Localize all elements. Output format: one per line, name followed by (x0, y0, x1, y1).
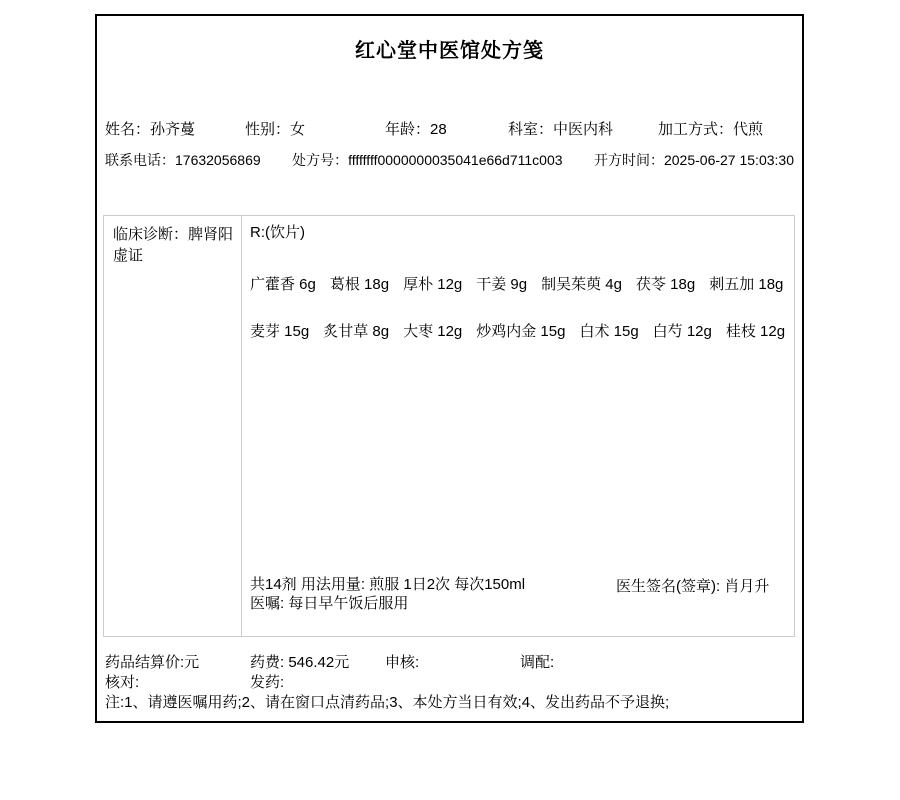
usage-block (250, 575, 525, 613)
patient-age-value: 28 (430, 121, 447, 138)
issue-time-label: 开方时间： (593, 152, 664, 168)
medicine-fee (250, 651, 349, 672)
patient-phone (105, 150, 261, 170)
medicine-item: 茯苓 18g (635, 276, 696, 293)
issue-time-value: 2025-06-27 15:03:30 (663, 152, 794, 168)
medicine-fee-value: 546.42元 (288, 654, 350, 671)
medicine-item: 桂枝 12g (725, 323, 786, 340)
patient-gender-value: 女 (290, 121, 306, 138)
medicine-line (250, 323, 786, 341)
clinical-diagnosis (104, 216, 242, 636)
processing-method (658, 118, 763, 139)
medicine-item: 炒鸡内金 15g (476, 323, 566, 340)
medicine-lines (250, 276, 786, 341)
medicine-item: 葛根 18g (329, 276, 390, 293)
advice-line: 医嘱: 每日早午饭后服用 (250, 595, 409, 612)
patient-department (508, 118, 613, 139)
rx-number-value: ffffffff0000000035041e66d711c003 (348, 152, 563, 168)
patient-phone-value: 17632056869 (175, 152, 261, 168)
page-title: 红心堂中医馆处方笺 (355, 40, 544, 62)
diagnosis-value: 脾肾阳虚证 (113, 226, 234, 264)
patient-department-label: 科室： (508, 121, 554, 138)
dispense-field: 发药: (250, 674, 285, 691)
medicine-item: 制吴茱萸 4g (541, 276, 622, 293)
doctor-signature-value: 肖月升 (724, 578, 770, 595)
patient-gender-label: 性别： (245, 121, 291, 138)
footer-notes: 注:1、请遵医嘱用药;2、请在窗口点清药品;3、本处方当日有效;4、发出药品不予退换; (105, 694, 670, 711)
medicine-item: 白芍 12g (652, 323, 712, 340)
patient-department-value: 中医内科 (553, 121, 614, 138)
prescription-sheet (95, 14, 804, 723)
medicine-item: 刺五加 18g (709, 276, 784, 293)
medicine-fee-label: 药费: (250, 654, 289, 671)
diagnosis-label: 临床诊断： (113, 226, 189, 243)
patient-name-label: 姓名： (105, 121, 151, 138)
patient-name (105, 118, 195, 139)
compound-field: 调配: (520, 654, 555, 671)
medicine-item: 厚朴 12g (403, 276, 463, 293)
medicine-item: 广藿香 6g (250, 276, 316, 293)
rx-header: R:(饮片) (250, 224, 305, 241)
patient-info-row-2 (105, 150, 794, 170)
patient-gender (245, 118, 305, 139)
medicine-item: 大枣 12g (403, 323, 463, 340)
rx-number-label: 处方号： (292, 152, 349, 168)
patient-phone-label: 联系电话： (105, 152, 175, 168)
usage-line: 共14剂 用法用量: 煎服 1日2次 每次150ml (250, 576, 526, 593)
doctor-signature (616, 575, 769, 596)
medicine-item: 麦芽 15g (250, 323, 310, 340)
rx-content-cell (242, 216, 794, 636)
issue-time (594, 150, 794, 170)
medicine-item: 白术 15g (579, 323, 639, 340)
patient-age-label: 年龄： (385, 121, 431, 138)
check-field: 核对: (105, 674, 140, 691)
medicine-item: 炙甘草 8g (323, 323, 390, 340)
patient-age (385, 118, 447, 139)
medicine-line (250, 276, 786, 294)
doctor-signature-label: 医生签名(签章): (616, 578, 725, 595)
rx-number (292, 150, 562, 170)
processing-method-label: 加工方式： (658, 121, 734, 138)
medicine-item: 干姜 9g (476, 276, 528, 293)
settlement-price: 药品结算价:元 (105, 654, 200, 671)
review-field: 申核: (385, 654, 420, 671)
patient-name-value: 孙齐蔓 (150, 121, 196, 138)
processing-method-value: 代煎 (733, 121, 764, 138)
prescription-body (103, 215, 795, 637)
